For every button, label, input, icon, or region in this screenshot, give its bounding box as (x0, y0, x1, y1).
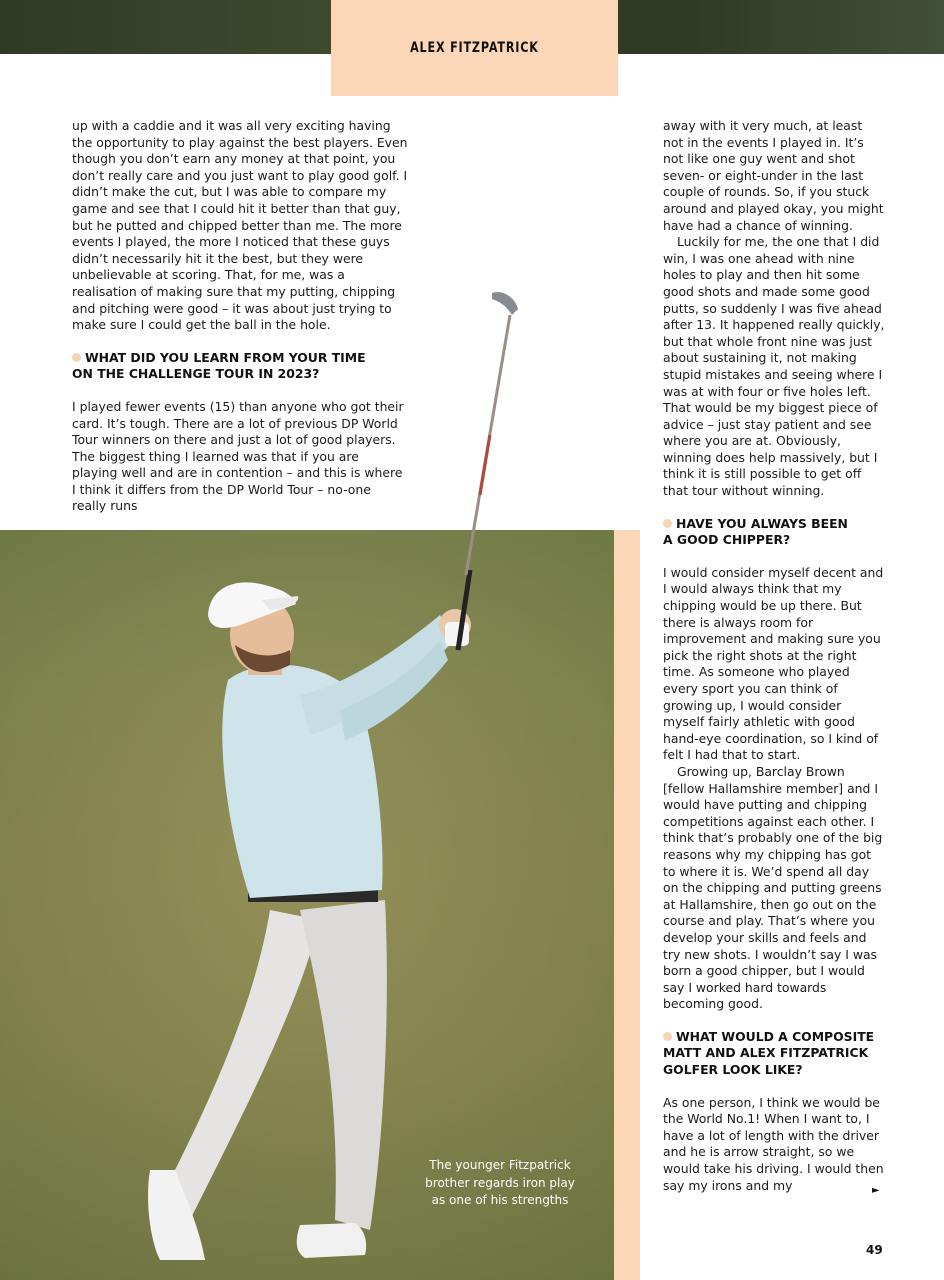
paragraph: Luckily for me, the one that I did win, I was one ahead with nine holes to play and then hit some good shots and made some good putts, so suddenly I was five ahead after 13. It happened really quickly, but that whole front nine was just about sustaining it, not making stupid mistakes and seeing where I was at with four or five holes left. That would be my biggest piece of advice – just stay patient and see where you are at. Obviously, winning does help massively, but I think it is still possible to get off that tour without winning. (663, 234, 885, 499)
dot-icon (663, 1032, 672, 1041)
paragraph: I would consider myself decent and I would always think that my chipping would be up there. But there is always room for improvement and making sure you pick the right shots at the right time. As someone who played every sport you can think of growing up, I would consider myself fairly athletic with good hand-eye coordination, so I kind of felt I had that to start. (663, 564, 884, 763)
page-number: 49 (866, 1243, 883, 1257)
paragraph: up with a caddie and it was all very exciting having the opportunity to play against the best players. Even though you don’t earn any money at that point, you don’t really care and you just want to play good golf. I didn’t make the cut, but I was able to compare my game and see that I could hit it better than that guy, but he putted and chipped better than me. The more events I played, the more I noticed that these guys didn’t necessarily hit it the best, but they were unbelievable at scoring. That, for me, was a realisation of making sure that my putting, chipping and pitching were good – it was about just trying to make sure I could get the ball in the hole. (72, 118, 408, 333)
left-column (72, 118, 408, 515)
golf-club-shaft (440, 285, 530, 585)
section-header (331, 0, 618, 96)
paragraph: away with it very much, at least not in the events I played in. It’s not like one guy went and shot seven- or eight-under in the last couple of rounds. So, if you stuck around and played okay, you might have had a chance of winning. (663, 118, 884, 233)
question-heading: WHAT DID YOU LEARN FROM YOUR TIME ON THE CHALLENGE TOUR IN 2023? (72, 349, 366, 382)
paragraph: Growing up, Barclay Brown [fellow Hallamshire member] and I would have putting and chipping competitions against each other. I think that’s probably one of the big reasons why my chipping has got to where it is. We’d spend all day on the chipping and putting greens at Hallamshire, then go out on the course and play. That’s where you develop your skills and feels and try new shots. I wouldn’t say I was born a good chipper, but I would say I worked hard towards becoming good. (663, 763, 883, 1012)
paragraph: As one person, I think we would be the World No.1! When I want to, I have a lot of length with the driver and he is arrow straight, so we would take his driving. I would then say my irons and my (663, 1094, 884, 1193)
photo-caption: The younger Fitzpatrick brother regards iron play as one of his strengths (425, 1158, 575, 1207)
accent-strip (614, 530, 640, 1280)
triangle-right-icon: ► (872, 1185, 880, 1196)
dot-icon (72, 353, 81, 362)
question-heading: HAVE YOU ALWAYS BEEN A GOOD CHIPPER? (663, 515, 848, 548)
question-heading: WHAT WOULD A COMPOSITE MATT AND ALEX FITZPATRICK GOLFER LOOK LIKE? (663, 1028, 875, 1078)
page-title: ALEX FITZPATRICK (410, 40, 539, 56)
right-column (663, 118, 885, 1194)
dot-icon (663, 519, 672, 528)
paragraph: I played fewer events (15) than anyone who got their card. It’s tough. There are a lot of previous DP World Tour winners on there and just a lot of good players. The biggest thing I learned was that if you are playing well and are in contention – and this is where I think it differs from the DP World Tour – no-one really runs (72, 398, 404, 514)
